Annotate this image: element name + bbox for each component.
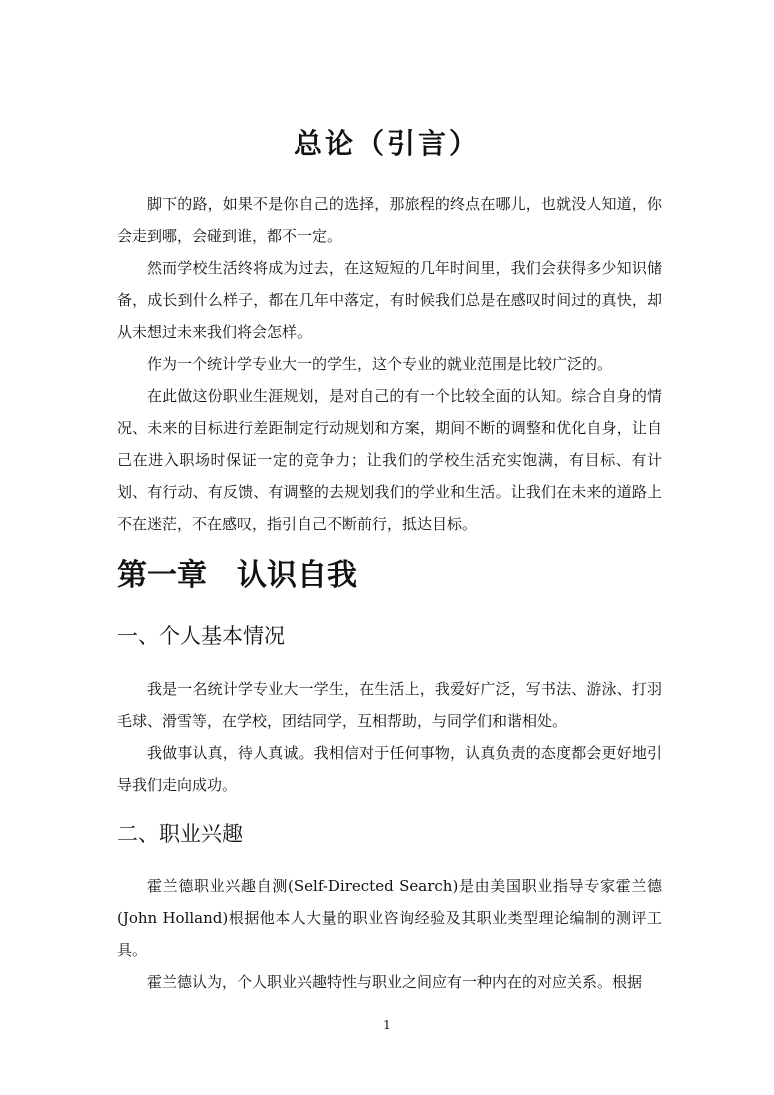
chapter-title: 认识自我	[237, 558, 357, 593]
section-paragraph: 我是一名统计学专业大一学生，在生活上，我爱好广泛，写书法、游泳、打羽毛球、滑雪等，在学校，团结同学，互相帮助，与同学们和谐相处。	[117, 680, 662, 730]
intro-paragraph: 作为一个统计学专业大一的学生，这个专业的就业范围是比较广泛的。	[147, 355, 613, 373]
chapter-number: 第一章	[117, 558, 207, 593]
chapter-heading	[117, 550, 357, 594]
page-number: 1	[383, 1018, 391, 1032]
intro-body	[117, 188, 662, 540]
section2-body	[117, 870, 662, 998]
section-paragraph: 霍兰德认为，个人职业兴趣特性与职业之间应有一种内在的对应关系。根据	[147, 973, 643, 991]
intro-paragraph: 脚下的路，如果不是你自己的选择，那旅程的终点在哪儿，也就没人知道，你会走到哪，会碰到谁，都不一定。	[117, 195, 662, 245]
section-heading: 二、职业兴趣	[117, 822, 243, 846]
section-paragraph: 我做事认真，待人真诚。我相信对于任何事物，认真负责的态度都会更好地引导我们走向成功。	[117, 744, 662, 794]
page-title: 总论（引言）	[293, 127, 480, 160]
intro-paragraph: 然而学校生活终将成为过去，在这短短的几年时间里，我们会获得多少知识储备，成长到什么样子，都在几年中落定，有时候我们总是在感叹时间过的真快，却从未想过未来我们将会怎样。	[117, 259, 662, 341]
section-heading: 一、个人基本情况	[117, 624, 285, 648]
section-paragraph: 霍兰德职业兴趣自测(Self-Directed Search)是由美国职业指导专家霍兰德(John Holland)根据他本人大量的职业咨询经验及其职业类型理论编制的测评工具。	[117, 877, 662, 959]
intro-paragraph: 在此做这份职业生涯规划，是对自己的有一个比较全面的认知。综合自身的情况、未来的目标进行差距制定行动规划和方案，期间不断的调整和优化自身，让自己在进入职场时保证一定的竞争力；让我们的学校生活充实饱满，有目标、有计划、有行动、有反馈、有调整的去规划我们的学业和生活。让我们在未来的道路上不在迷茫，不在感叹，指引自己不断前行，抵达目标。	[117, 387, 662, 533]
section1-body	[117, 673, 662, 801]
